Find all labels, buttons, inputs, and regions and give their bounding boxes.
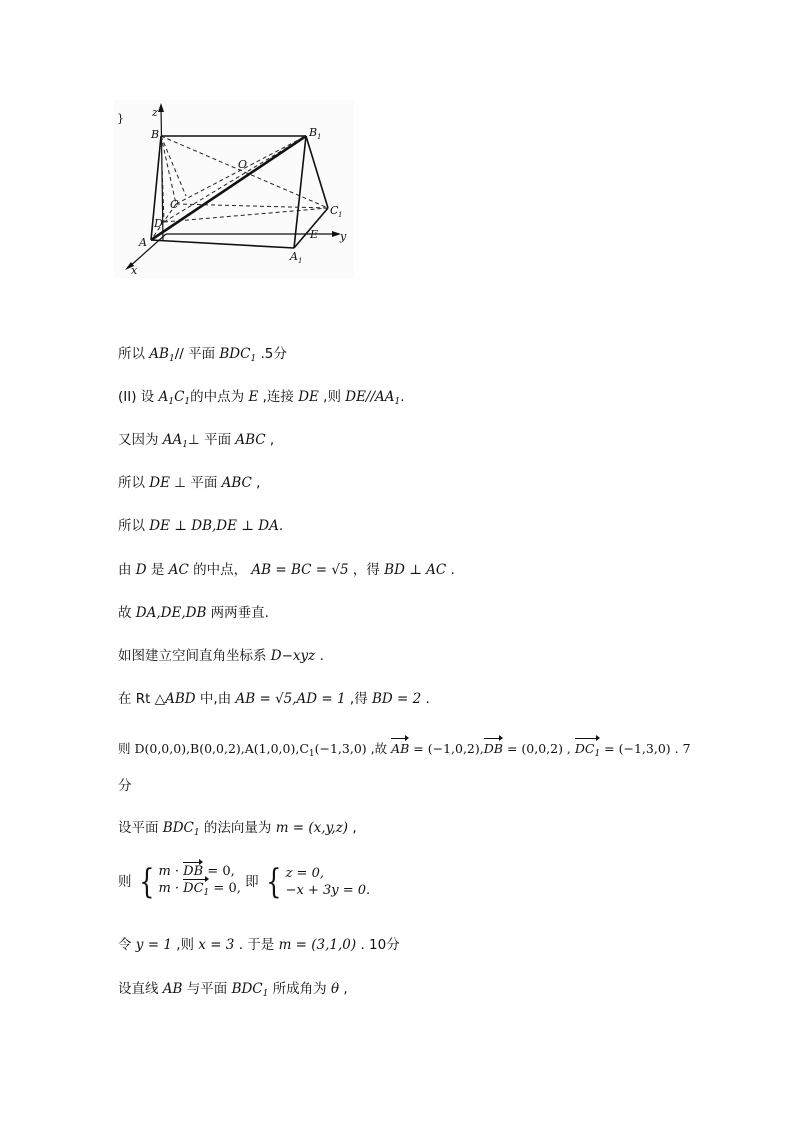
- text-fragment: = (−1,0,2),: [409, 741, 484, 756]
- label-A1-sub: 1: [298, 257, 303, 265]
- text-fragment: ，得: [348, 562, 385, 578]
- text-fragment: 如图建立空间直角坐标系: [118, 648, 271, 664]
- label-corner: }: [117, 112, 124, 125]
- text-fragment: = 0,: [209, 880, 241, 896]
- text-fragment: ,则: [318, 389, 346, 405]
- text-fragment: 所成角为: [268, 981, 331, 997]
- label-y: y: [340, 230, 347, 243]
- text-fragment: 1: [184, 397, 191, 407]
- label-A: A: [139, 236, 147, 249]
- line-5: [118, 516, 283, 536]
- text-fragment: DE: [149, 475, 170, 491]
- line-13-system: [118, 862, 370, 902]
- text-fragment: BD ⊥ AC: [384, 562, 447, 578]
- text-fragment: 所以: [118, 518, 150, 534]
- text-fragment: 的中点为: [190, 389, 249, 405]
- text-fragment: ,: [265, 432, 275, 448]
- text-fragment: 分: [118, 778, 132, 794]
- text-fragment: .: [278, 518, 284, 534]
- text-fragment: (−1,3,0): [314, 741, 367, 756]
- label-A1: A: [290, 250, 298, 263]
- line-3: [118, 430, 274, 455]
- text-fragment: 由: [118, 562, 136, 578]
- text-fragment: BDC: [162, 820, 194, 836]
- text-fragment: m ·: [158, 880, 184, 896]
- text-fragment: BDC: [219, 346, 251, 362]
- text-fragment: = (0,0,2) ,: [502, 741, 575, 756]
- line-9: [118, 689, 430, 709]
- text-fragment: 故: [118, 605, 136, 621]
- text-fragment: DE ⊥ DB,DE ⊥ DA: [149, 518, 279, 534]
- text-fragment: (II) 设: [118, 389, 159, 405]
- label-D: D: [154, 217, 163, 230]
- text-fragment: 是: [146, 562, 169, 578]
- text-fragment: .5分: [256, 346, 287, 362]
- text-fragment: z = 0,: [285, 866, 324, 881]
- text-fragment: ,连接: [258, 389, 299, 405]
- text-fragment: 则: [118, 874, 132, 890]
- text-fragment: AB: [149, 346, 169, 362]
- text-fragment: 1: [594, 749, 601, 759]
- prism-diagram: [114, 100, 354, 278]
- text-fragment: AB = BC = √5: [251, 562, 349, 578]
- text-fragment: ,: [348, 820, 357, 836]
- text-fragment: = (−1,3,0) . 7: [600, 741, 691, 756]
- text-fragment: AB: [391, 739, 409, 759]
- text-fragment: 中,由: [195, 691, 236, 707]
- text-fragment: 设平面: [118, 820, 163, 836]
- text-fragment: m ·: [158, 863, 184, 879]
- text-fragment: 则: [118, 741, 135, 756]
- text-fragment: m = (x,y,z): [275, 820, 349, 836]
- line-conclusion-1: [118, 344, 287, 369]
- text-fragment: 1: [394, 397, 401, 407]
- text-fragment: 又因为: [118, 432, 163, 448]
- text-fragment: 1: [182, 440, 189, 450]
- text-fragment: AB: [162, 981, 183, 997]
- text-fragment: 1: [168, 354, 175, 364]
- text-fragment: ,: [251, 475, 261, 491]
- text-fragment: DB: [484, 739, 503, 759]
- line-10-coordinates: [118, 739, 691, 764]
- text-fragment: y = 1: [135, 937, 172, 953]
- text-fragment: AC: [168, 562, 189, 578]
- text-fragment: .: [421, 691, 430, 707]
- text-fragment: DC: [574, 741, 595, 756]
- label-C1: C: [330, 204, 339, 217]
- text-fragment: 两两垂直.: [206, 605, 269, 621]
- text-fragment: 即: [245, 874, 259, 890]
- label-C: C: [170, 198, 179, 211]
- text-fragment: E: [248, 389, 259, 405]
- label-B1-sub: 1: [317, 133, 322, 141]
- line-7: [118, 603, 269, 623]
- text-fragment: ,故: [366, 741, 392, 756]
- text-fragment: 1: [262, 989, 269, 999]
- text-fragment: 在 Rt △: [118, 691, 166, 707]
- label-O: O: [238, 158, 248, 171]
- line-part-ii: [118, 387, 405, 412]
- line-14: [118, 935, 400, 955]
- text-fragment: 令: [118, 937, 136, 953]
- line-8: [118, 646, 324, 666]
- text-fragment: DE//AA: [345, 389, 395, 405]
- text-fragment: ,则: [171, 937, 199, 953]
- text-fragment: 1: [193, 828, 200, 838]
- text-fragment: .: [315, 648, 324, 664]
- text-fragment: .: [400, 389, 405, 405]
- text-fragment: 1: [250, 354, 257, 364]
- label-C1-sub: 1: [338, 211, 343, 219]
- text-fragment: 1: [203, 887, 210, 898]
- text-fragment: . 于是: [234, 937, 279, 953]
- text-fragment: θ: [330, 981, 340, 997]
- equation-system-1: { m · DB = 0, $m \cdot DC_1 = 0$,: [139, 862, 241, 902]
- text-fragment: 1: [308, 749, 315, 759]
- text-fragment: −x + 3y = 0.: [285, 883, 371, 898]
- text-fragment: ⊥ 平面: [188, 432, 236, 448]
- geometry-figure: [114, 100, 354, 278]
- text-fragment: A: [158, 389, 169, 405]
- label-B1: B: [309, 126, 318, 139]
- text-fragment: ,: [339, 981, 348, 997]
- text-fragment: ABD: [165, 691, 196, 707]
- line-11: [118, 776, 132, 796]
- label-x: x: [131, 264, 138, 277]
- text-fragment: 的法向量为: [199, 820, 276, 836]
- line-4: [118, 473, 260, 493]
- text-fragment: DA,DE,DB: [135, 605, 207, 621]
- line-6: [118, 560, 455, 580]
- text-fragment: BD = 2: [372, 691, 422, 707]
- text-fragment: BDC: [231, 981, 263, 997]
- text-fragment: DE: [298, 389, 319, 405]
- text-fragment: 所以: [118, 475, 150, 491]
- text-fragment: D(0,0,0),B(0,0,2),A(1,0,0),C: [134, 741, 309, 756]
- text-fragment: 设直线: [118, 981, 163, 997]
- text-fragment: x = 3: [198, 937, 235, 953]
- text-fragment: AB = √5,AD = 1: [235, 691, 346, 707]
- text-fragment: 的中点，: [188, 562, 252, 578]
- text-fragment: DC: [183, 880, 204, 896]
- label-B: B: [151, 128, 160, 141]
- text-fragment: ,得: [345, 691, 372, 707]
- text-fragment: ⊥ 平面: [169, 475, 222, 491]
- text-fragment: 所以: [118, 346, 150, 362]
- label-z: z: [152, 106, 158, 119]
- label-E: E: [310, 228, 319, 241]
- text-fragment: D: [135, 562, 147, 578]
- text-fragment: ABC: [235, 432, 266, 448]
- text-fragment: .: [446, 562, 455, 578]
- text-fragment: m = (3,1,0): [278, 937, 357, 953]
- text-fragment: C: [174, 389, 185, 405]
- text-fragment: // 平面: [174, 346, 220, 362]
- text-fragment: 与平面: [182, 981, 232, 997]
- text-fragment: ABC: [221, 475, 252, 491]
- text-fragment: 1: [168, 397, 175, 407]
- text-fragment: . 10分: [356, 937, 400, 953]
- text-fragment: = 0,: [203, 863, 235, 879]
- line-15: [118, 979, 348, 1004]
- text-fragment: DB: [183, 863, 204, 879]
- equation-system-2: { z = 0, −x + 3y = 0.: [266, 862, 371, 902]
- text-fragment: AA: [162, 432, 183, 448]
- line-12: [118, 818, 357, 843]
- text-fragment: D−xyz: [270, 648, 316, 664]
